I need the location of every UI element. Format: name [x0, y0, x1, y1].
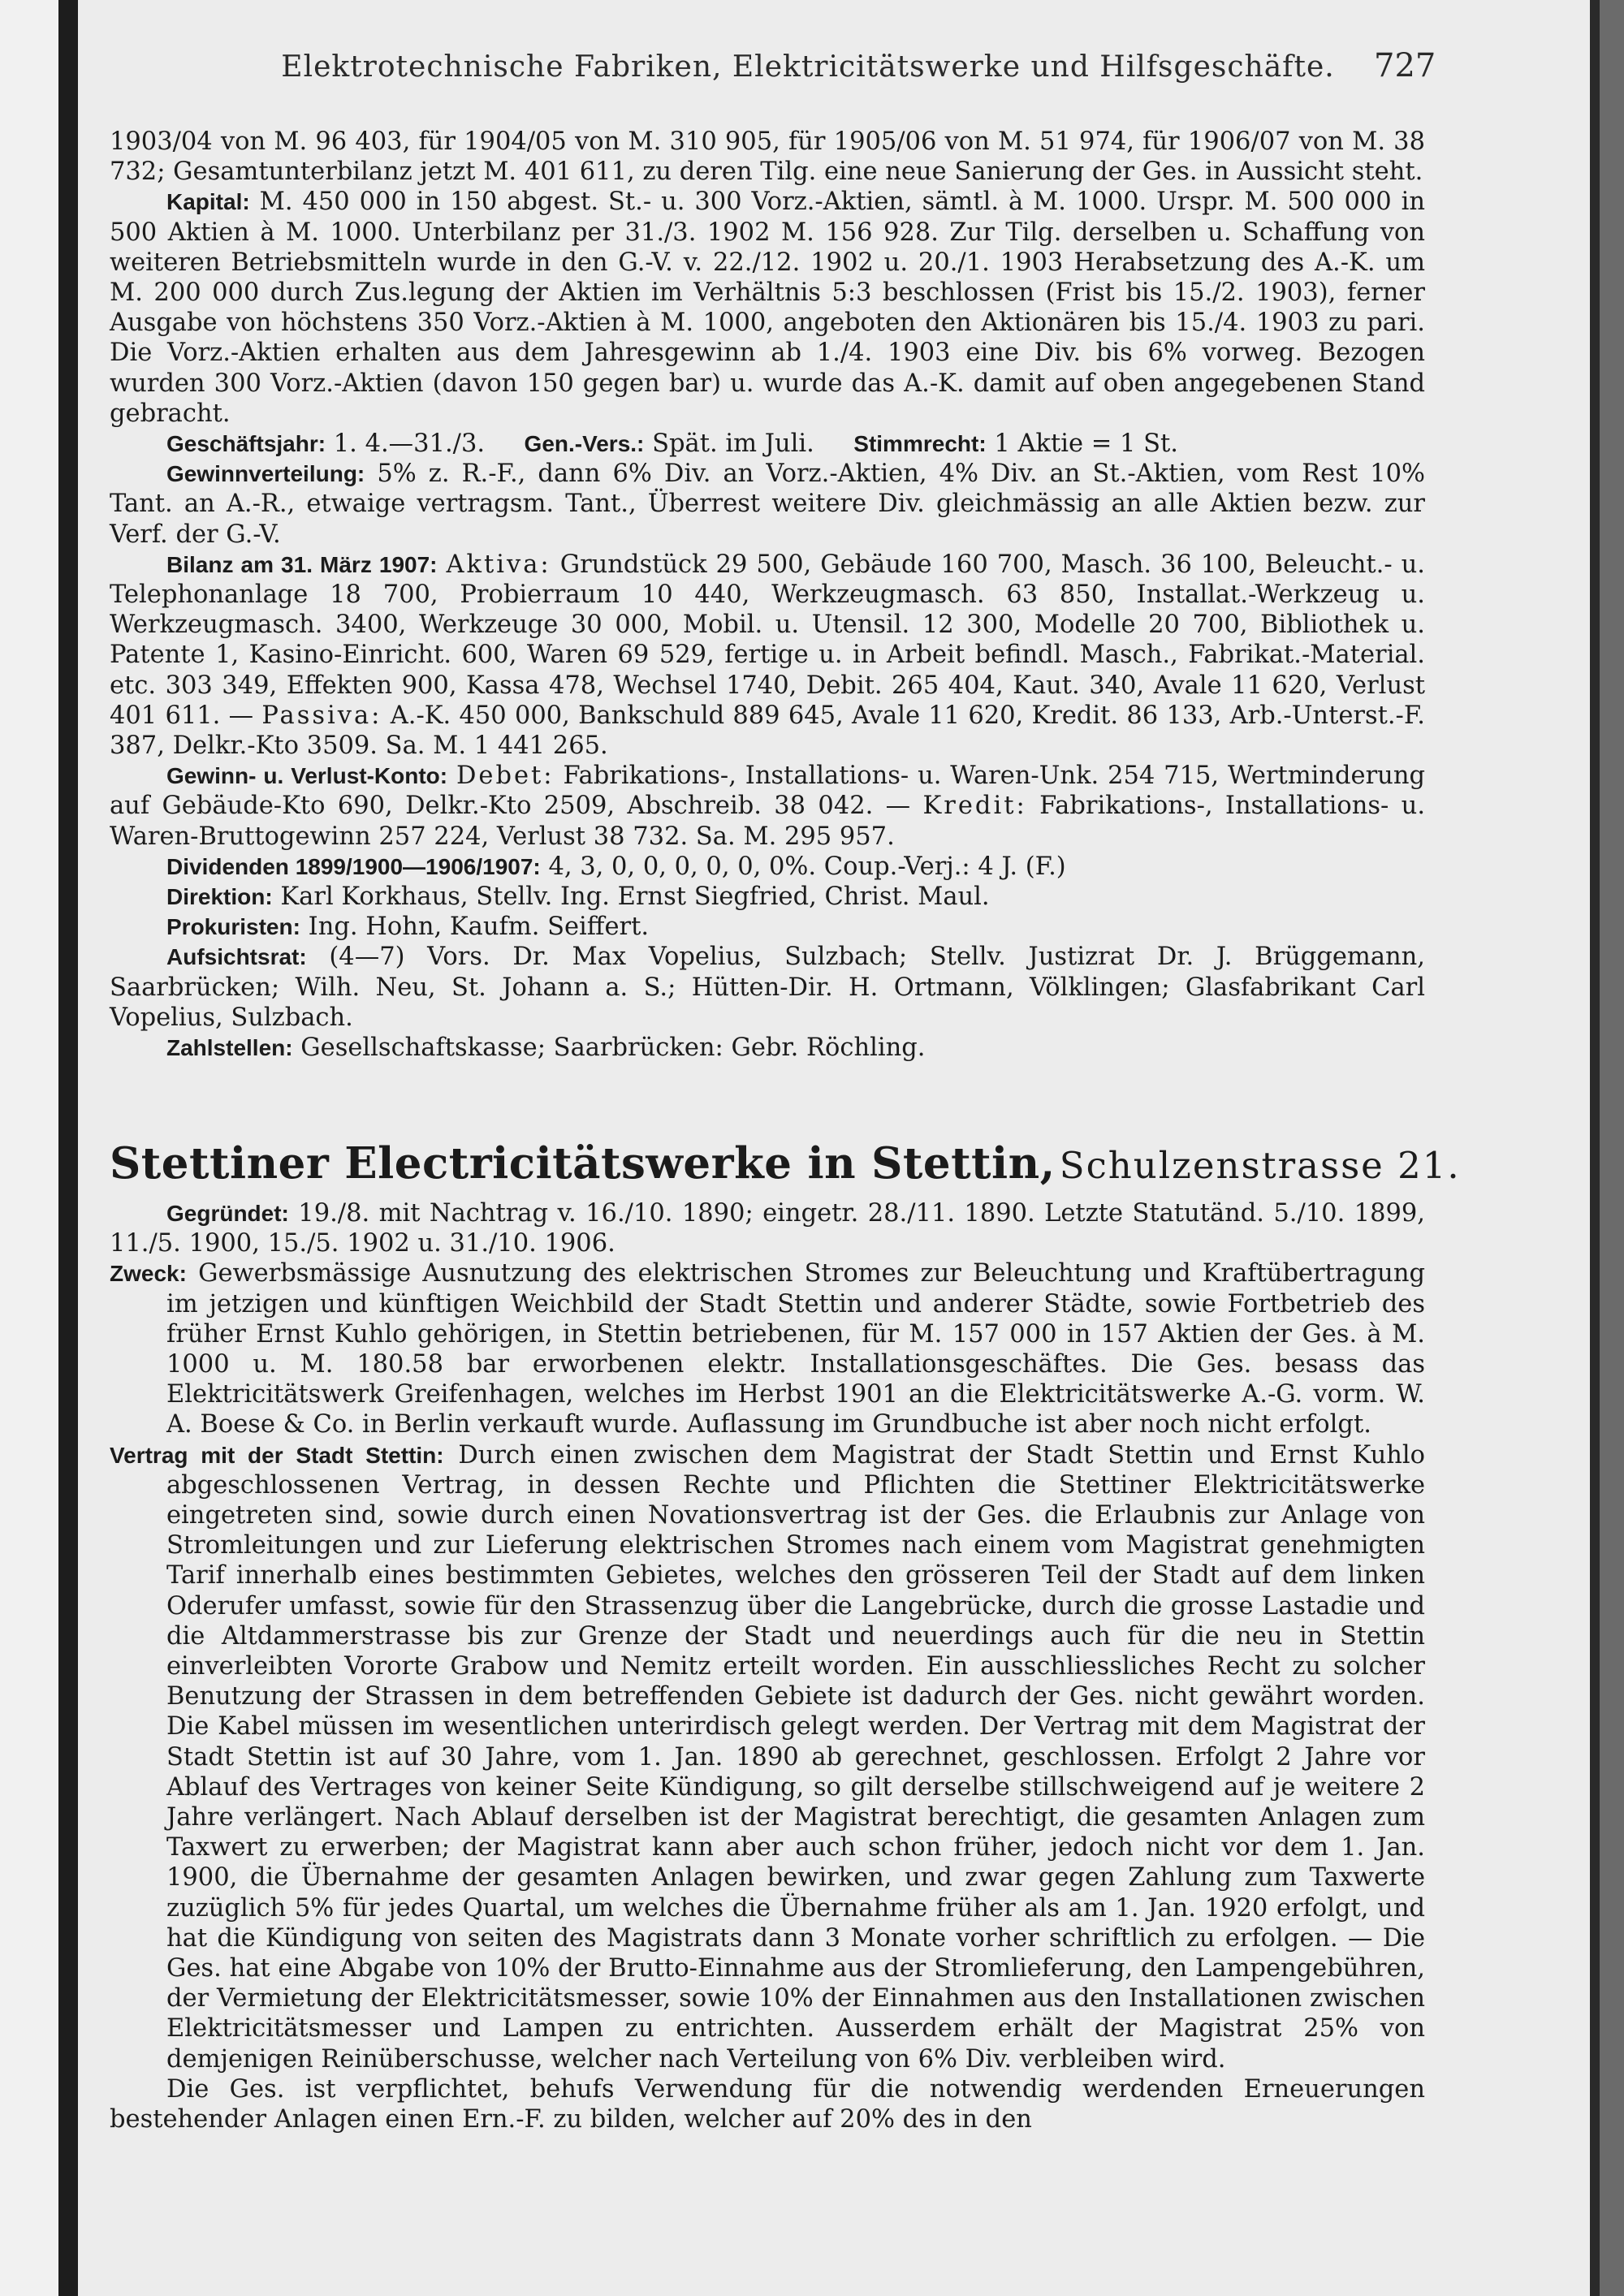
section-title: Stettiner Electricitätswerke in Stettin, [110, 1138, 1056, 1189]
last-paragraph: Die Ges. ist verpflichtet, behufs Verwendung für die notwendig werdenden Erneuerungen bestehender Anlagen einen Ern.-F. zu bilden, welcher auf 20% des in den [110, 2074, 1425, 2134]
zweck-label: Zweck: [110, 1261, 187, 1287]
gegruendet-text: 19./8. mit Nachtrag v. 16./10. 1890; eingetr. 28./11. 1890. Letzte Statutänd. 5./10. 1899, 11./5. 1900, 15./5. 1902 u. 31./10. 1906. [110, 1199, 1425, 1258]
genvers-text: Spät. im Juli. [652, 429, 814, 459]
debet-label: Debet: [456, 762, 555, 791]
zahlstellen-paragraph [110, 1033, 1425, 1063]
running-head: Elektrotechnische Fabriken, Elektricitätswerke und Hilfsgeschäfte. [281, 50, 1335, 84]
aufsichtsrat-text: (4—7) Vors. Dr. Max Vopelius, Sulzbach; Stellv. Justizrat Dr. J. Brüggemann, Saarbrücken; Wilh. Neu, St. Johann a. S.; Hütten-Dir. H. Ortmann, Völklingen; Glasfabrikant Carl Vopelius, Sulzbach. [110, 943, 1425, 1032]
binding-shadow-left [58, 0, 78, 2296]
kredit-label: Kredit: [922, 792, 1027, 821]
prokuristen-paragraph [110, 912, 1425, 942]
kapital-text: M. 450 000 in 150 abgest. St.- u. 300 Vorz.-Aktien, sämtl. à M. 1000. Urspr. M. 500 000 in 500 Aktien à M. 1000. Unterbilanz per 31./3. 1902 M. 156 928. Zur Tilg. derselben u. Schaffung von weiteren Betriebsmitteln wurde in den G.-V. v. 22./12. 1902 u. 20./1. 1903 Herabsetzung des A.-K. um M. 200 000 durch Zus.legung der Aktien im Verhältnis 5:3 beschlossen (Frist bis 15./2. 1903), ferner Ausgabe von höchstens 350 Vorz.-Aktien à M. 1000, angeboten den Aktionären bis 15./4. 1903 zu pari. Die Vorz.-Aktien erhalten aus dem Jahresgewinn ab 1./4. 1903 eine Div. bis 6% vorweg. Bezogen wurden 300 Vorz.-Aktien (davon 150 gegen bar) u. wurde das A.-K. damit auf oben angegebenen Stand gebracht. [110, 188, 1425, 428]
company1-intro: 1903/04 von M. 96 403, für 1904/05 von M. 310 905, für 1905/06 von M. 51 974, für 1906/07 von M. 38 732; Gesamtunterbilanz jetzt M. 401 611, zu deren Tilg. eine neue Sanierung der Ges. in Aussicht steht. [110, 127, 1425, 187]
dividenden-text: 4, 3, 0, 0, 0, 0, 0, 0%. Coup.-Verj.: 4 J. (F.) [548, 852, 1066, 881]
company1-entry [110, 127, 1425, 1063]
left-page-margin [0, 0, 58, 2296]
gegruendet-label: Gegründet: [166, 1201, 289, 1226]
stimmrecht-text: 1 Aktie = 1 St. [994, 429, 1178, 459]
jahr-line [110, 429, 1425, 459]
aktiva-label: Aktiva: [446, 550, 551, 579]
passiva-label: Passiva: [261, 701, 382, 730]
vertrag-paragraph [110, 1440, 1425, 2074]
geschaeftsjahr-text: 1. 4.—31./3. [333, 429, 486, 459]
dividenden-paragraph [110, 852, 1425, 882]
dividenden-label: Dividenden 1899/1900—1906/1907: [166, 853, 541, 879]
zahlstellen-label: Zahlstellen: [166, 1035, 293, 1061]
bilanz-label: Bilanz am 31. März 1907: [166, 551, 438, 577]
company2-entry [110, 1198, 1425, 2134]
vertrag-text: Durch einen zwischen dem Magistrat der Stadt Stettin und Ernst Kuhlo abgeschlossenen Vertrag, in dessen Rechte und Pflichten die Stettiner Elektricitätswerke eingetreten sind, sowie durch einen Novationsvertrag ist der Ges. die Erlaubnis zur Anlage von Stromleitungen und zur Lieferung elektrischen Stromes nach einem vom Magistrat genehmigten Tarif innerhalb eines bestimmten Gebietes, welches den grösseren Teil der Stadt auf dem linken Oderufer umfasst, sowie für den Strassenzug über die Langebrücke, durch die grosse Lastadie und die Altdammerstrasse bis zur Grenze der Stadt und neuerdings auch für die neu in Stettin einverleibten Vororte Grabow und Nemitz erteilt worden. Ein ausschliessliches Recht zu solcher Benutzung der Strassen in dem betreffenden Gebiete ist dadurch der Ges. nicht gewährt worden. Die Kabel müssen im wesentlichen unterirdisch gelegt werden. Der Vertrag mit dem Magistrat der Stadt Stettin ist auf 30 Jahre, vom 1. Jan. 1890 ab gerechnet, geschlossen. Erfolgt 2 Jahre vor Ablauf des Vertrages von keiner Seite Kündigung, so gilt derselbe stillschweigend auf je weitere 2 Jahre verlängert. Nach Ablauf derselben ist der Magistrat berechtigt, die gesamten Anlagen zum Taxwert zu erwerben; der Magistrat kann aber auch schon früher, jedoch nicht vor dem 1. Jan. 1900, die Übernahme der gesamten Anlagen bewirken, und zwar gegen Zahlung zum Taxwerte zuzüglich 5% für jedes Quartal, um welches die Übernahme früher als am 1. Jan. 1920 erfolgt, und hat die Kündigung von seiten des Magistrats dann 3 Monate vorher schriftlich zu erfolgen. — Die Ges. hat eine Abgabe von 10% der Brutto-Einnahme aus der Stromlieferung, den Lampengebühren, der Vermietung der Elektricitätsmesser, sowie 10% der Einnahmen aus den Installationen zwischen Elektricitätsmesser und Lampen zu entrichten. Ausserdem erhält der Magistrat 25% von demjenigen Reinüberschusse, welcher nach Verteilung von 6% Div. verbleiben wird. [166, 1440, 1425, 2074]
gewinnverteilung-paragraph [110, 459, 1425, 550]
gewinnverteilung-label: Gewinnverteilung: [166, 461, 365, 487]
direktion-text: Karl Korkhaus, Stellv. Ing. Ernst Siegfried, Christ. Maul. [280, 883, 990, 912]
aufsichtsrat-paragraph [110, 942, 1425, 1033]
zahlstellen-text: Gesellschaftskasse; Saarbrücken: Gebr. Röchling. [300, 1034, 926, 1063]
bilanz-paragraph [110, 550, 1425, 761]
gewinnverteilung-text: 5% z. R.-F., dann 6% Div. an Vorz.-Aktien, 4% Div. an St.-Aktien, vom Rest 10% Tant. an A.-R., etwaige vertragsm. Tant., Überrest weitere Div. gleichmässig an alle Aktien bezw. zur Verf. der G.-V. [110, 460, 1425, 549]
section-heading [110, 1138, 1461, 1189]
prokuristen-text: Ing. Hohn, Kaufm. Seiffert. [308, 913, 650, 942]
guv-label: Gewinn- u. Verlust-Konto: [166, 763, 448, 789]
aufsichtsrat-label: Aufsichtsrat: [166, 944, 307, 970]
zweck-paragraph [110, 1258, 1425, 1439]
direktion-paragraph [110, 882, 1425, 912]
zweck-text: Gewerbsmässige Ausnutzung des elektrischen Stromes zur Beleuchtung und Kraftübertragung im jetzigen und künftigen Weichbild der Stadt Stettin und anderer Städte, sowie Fortbetrieb des früher Ernst Kuhlo gehörigen, in Stettin betriebenen, für M. 157 000 in 157 Aktien der Ges. à M. 1000 u. M. 180.58 bar erworbenen elektr. Installationsgeschäftes. Die Ges. besass das Elektricitätswerk Greifenhagen, welches im Herbst 1901 an die Elektricitätswerke A.-G. vorm. W. A. Boese & Co. in Berlin verkauft wurde. Auflassung im Grundbuche ist aber noch nicht erfolgt. [166, 1259, 1425, 1439]
kredit-text: Fabrikations-, Installations- u. Waren-Bruttogewinn 257 224, Verlust 38 732. Sa. M. 295 957. [110, 792, 1426, 851]
direktion-label: Direktion: [166, 884, 273, 910]
binding-shadow-right [1590, 0, 1600, 2296]
geschaeftsjahr-label: Geschäftsjahr: [166, 431, 326, 457]
section-address: Schulzenstrasse 21. [1059, 1144, 1461, 1187]
prokuristen-label: Prokuristen: [166, 914, 300, 940]
stimmrecht-label: Stimmrecht: [853, 431, 987, 457]
right-page-edge [1600, 0, 1624, 2296]
debet-text: Fabrikations-, Installations- u. Waren-Unk. 254 715, Wertminderung auf Gebäude-Kto 690, Delkr.-Kto 2509, Abschreib. 38 042. — [110, 762, 1425, 821]
kapital-paragraph [110, 187, 1425, 429]
vertrag-label: Vertrag mit der Stadt Stettin: [110, 1442, 444, 1468]
page-number: 727 [1374, 47, 1436, 84]
gegruendet-paragraph [110, 1198, 1425, 1258]
passiva-text: A.-K. 450 000, Bankschuld 889 645, Avale 11 620, Kredit. 86 133, Arb.-Unterst.-F. 387, Delkr.-Kto 3509. Sa. M. 1 441 265. [110, 701, 1425, 761]
aktiva-text: Grundstück 29 500, Gebäude 160 700, Masch. 36 100, Beleucht.- u. Telephonanlage 18 700, Probierraum 10 440, Werkzeugmasch. 63 850, Installat.-Werkzeug u. Werkzeugmasch. 3400, Werkzeuge 30 000, Mobil. u. Utensil. 12 300, Modelle 20 700, Bibliothek u. Patente 1, Kasino-Einricht. 600, Waren 69 529, fertige u. in Arbeit befindl. Masch., Fabrikat.-Material. etc. 303 349, Effekten 900, Kassa 478, Wechsel 1740, Debit. 265 404, Kaut. 340, Avale 11 620, Verlust 401 611. — [110, 550, 1425, 730]
guv-paragraph [110, 761, 1425, 852]
kapital-label: Kapital: [166, 189, 250, 215]
genvers-label: Gen.-Vers.: [524, 431, 645, 457]
